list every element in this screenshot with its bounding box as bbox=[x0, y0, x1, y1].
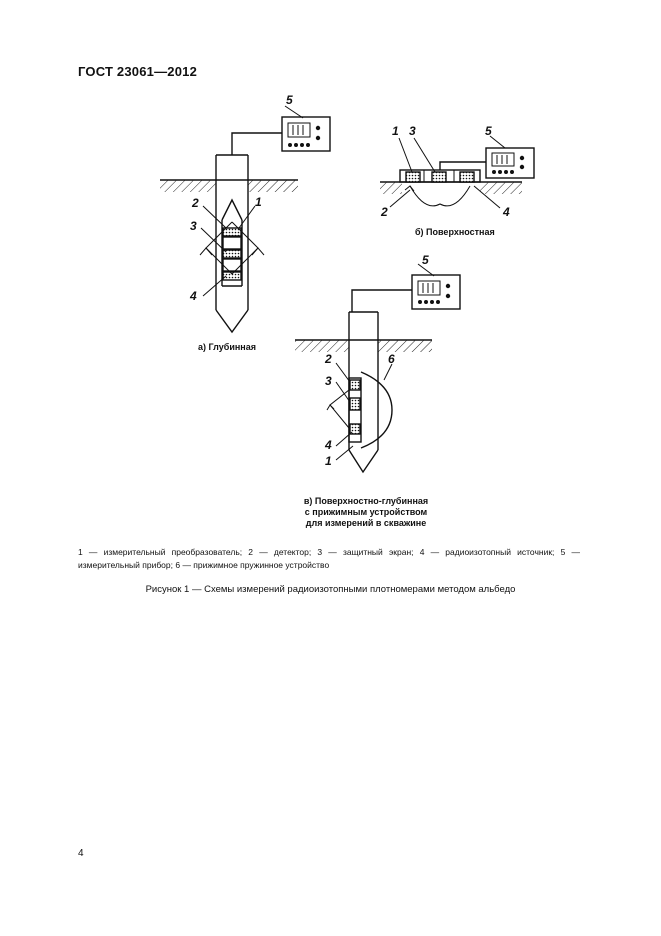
scheme-a-depth bbox=[160, 106, 330, 332]
callout-4-b: 4 bbox=[503, 205, 510, 219]
page-number: 4 bbox=[78, 848, 84, 859]
callout-5-c: 5 bbox=[422, 253, 429, 267]
scheme-c-surface-depth bbox=[295, 264, 460, 472]
caption-scheme-c-line-2: с прижимным устройством bbox=[304, 507, 428, 517]
callout-5-a: 5 bbox=[286, 93, 293, 107]
caption-scheme-b: б) Поверхностная bbox=[415, 227, 495, 237]
callout-1-b: 1 bbox=[392, 124, 399, 138]
caption-scheme-c-line-1: в) Поверхностно-глубинная bbox=[303, 496, 429, 506]
callout-2-c: 2 bbox=[325, 352, 332, 366]
callout-4-c: 4 bbox=[325, 438, 332, 452]
scheme-b-surface bbox=[380, 136, 534, 208]
caption-scheme-c bbox=[296, 496, 436, 529]
callout-2-a: 2 bbox=[192, 196, 199, 210]
callout-4-a: 4 bbox=[190, 289, 197, 303]
caption-scheme-a: а) Глубинная bbox=[198, 342, 256, 352]
callout-1-c: 1 bbox=[325, 454, 332, 468]
callout-3-a: 3 bbox=[190, 219, 197, 233]
callout-3-b: 3 bbox=[409, 124, 416, 138]
figure-legend: 1 — измерительный преобразователь; 2 — детектор; 3 — защитный экран; 4 — радиоизотопный источник; 5 — измерительный прибор; 6 — прижимное пружинное устройство bbox=[78, 547, 580, 570]
callout-5-b: 5 bbox=[485, 124, 492, 138]
callout-1-a: 1 bbox=[255, 195, 262, 209]
document-header: ГОСТ 23061—2012 bbox=[78, 64, 197, 79]
callout-6-c: 6 bbox=[388, 352, 395, 366]
callout-3-c: 3 bbox=[325, 374, 332, 388]
caption-scheme-c-line-3: для измерений в скважине bbox=[305, 518, 427, 528]
figure-title: Рисунок 1 — Схемы измерений радиоизотопными плотномерами методом альбедо bbox=[145, 584, 516, 595]
callout-2-b: 2 bbox=[381, 205, 388, 219]
